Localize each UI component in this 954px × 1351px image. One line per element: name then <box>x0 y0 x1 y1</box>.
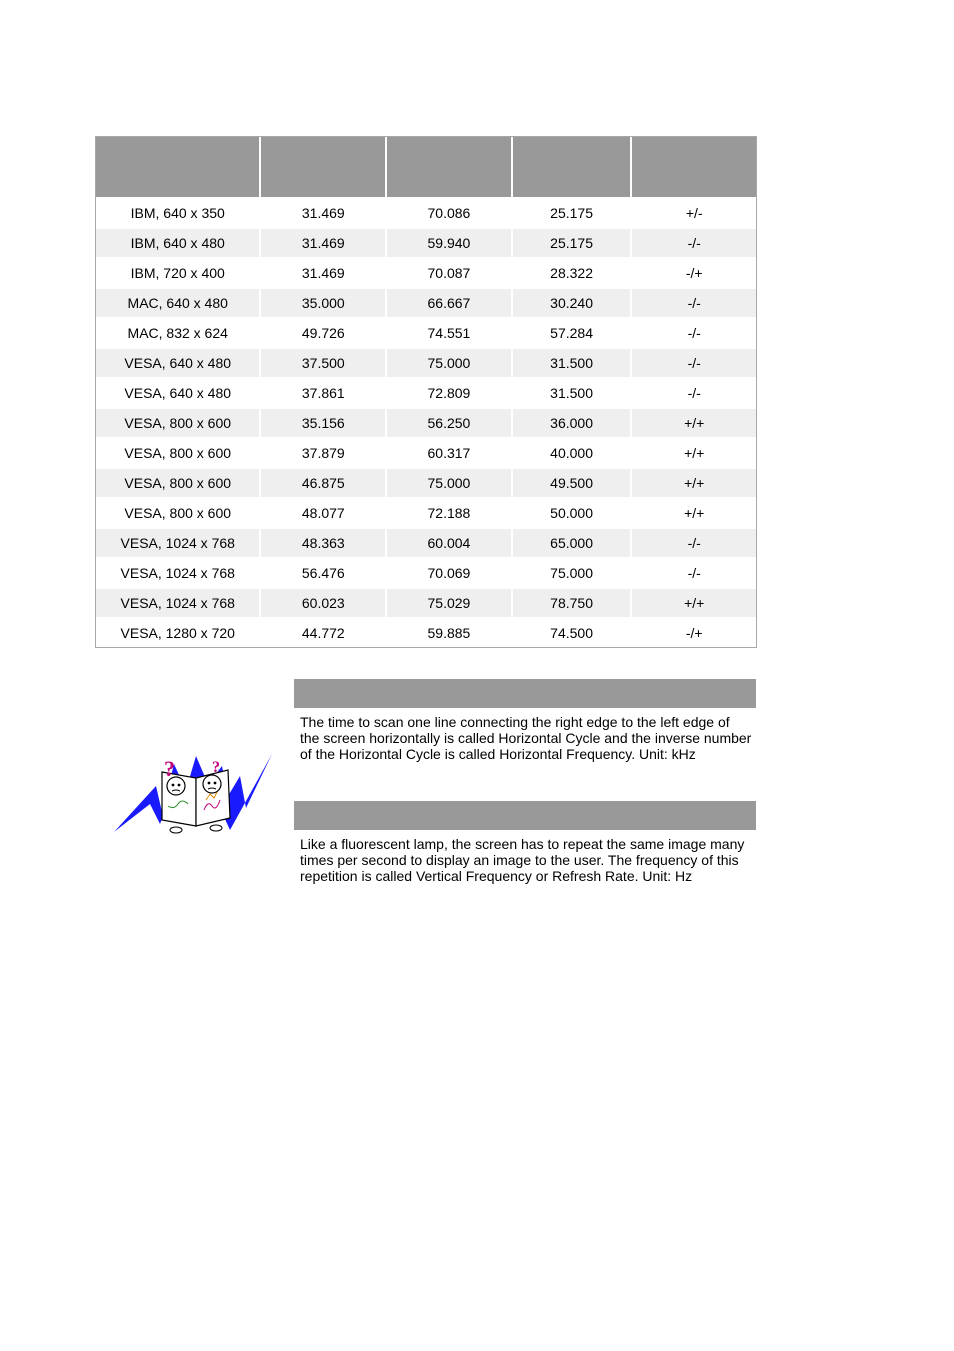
horizontal-frequency-cell: 37.500 <box>261 349 387 379</box>
sync-polarity-cell: +/+ <box>632 469 756 499</box>
sync-polarity-cell: -/- <box>632 559 756 589</box>
horizontal-frequency-cell: 31.469 <box>261 259 387 289</box>
sync-polarity-cell: -/+ <box>632 259 756 289</box>
horizontal-frequency-cell: 60.023 <box>261 589 387 619</box>
display-mode-cell: VESA, 800 x 600 <box>96 469 261 499</box>
sync-polarity-cell: +/- <box>632 199 756 229</box>
horizontal-frequency-cell: 31.469 <box>261 199 387 229</box>
vertical-frequency-cell: 75.000 <box>387 349 513 379</box>
sync-polarity-cell: -/- <box>632 529 756 559</box>
table-row <box>96 289 756 319</box>
pixel-clock-cell: 49.500 <box>513 469 633 499</box>
pixel-clock-cell: 31.500 <box>513 379 633 409</box>
display-mode-cell: VESA, 1024 x 768 <box>96 589 261 619</box>
pixel-clock-cell: 40.000 <box>513 439 633 469</box>
table-row <box>96 199 756 229</box>
table-row <box>96 259 756 289</box>
vertical-frequency-cell: 66.667 <box>387 289 513 319</box>
display-mode-cell: VESA, 1024 x 768 <box>96 529 261 559</box>
display-mode-cell: IBM, 640 x 480 <box>96 229 261 259</box>
pixel-clock-cell: 28.322 <box>513 259 633 289</box>
display-modes-table <box>95 136 757 648</box>
header-cell-pixel-clock <box>513 137 633 199</box>
table-row <box>96 229 756 259</box>
display-mode-cell: VESA, 1024 x 768 <box>96 559 261 589</box>
sync-polarity-cell: +/+ <box>632 409 756 439</box>
vertical-frequency-cell: 70.087 <box>387 259 513 289</box>
table-row <box>96 559 756 589</box>
pixel-clock-cell: 25.175 <box>513 229 633 259</box>
pixel-clock-cell: 50.000 <box>513 499 633 529</box>
vertical-frequency-cell: 74.551 <box>387 319 513 349</box>
horizontal-frequency-cell: 48.077 <box>261 499 387 529</box>
display-mode-cell: MAC, 640 x 480 <box>96 289 261 319</box>
horizontal-frequency-header-bar <box>294 679 756 708</box>
pixel-clock-cell: 57.284 <box>513 319 633 349</box>
horizontal-frequency-cell: 46.875 <box>261 469 387 499</box>
sync-polarity-cell: +/+ <box>632 439 756 469</box>
vertical-frequency-cell: 72.809 <box>387 379 513 409</box>
pixel-clock-cell: 75.000 <box>513 559 633 589</box>
table-row <box>96 499 756 529</box>
display-mode-cell: VESA, 800 x 600 <box>96 499 261 529</box>
display-mode-cell: VESA, 1280 x 720 <box>96 619 261 647</box>
table-row <box>96 529 756 559</box>
table-row <box>96 439 756 469</box>
vertical-frequency-cell: 75.000 <box>387 469 513 499</box>
pixel-clock-cell: 78.750 <box>513 589 633 619</box>
horizontal-frequency-cell: 35.000 <box>261 289 387 319</box>
horizontal-frequency-cell: 37.861 <box>261 379 387 409</box>
sync-polarity-cell: -/- <box>632 379 756 409</box>
sync-polarity-cell: -/- <box>632 289 756 319</box>
table-body <box>96 199 756 647</box>
sync-polarity-cell: -/+ <box>685 625 703 641</box>
pixel-clock-cell: 30.240 <box>513 289 633 319</box>
display-mode-cell: VESA, 640 x 480 <box>96 349 261 379</box>
vertical-frequency-cell: 60.004 <box>387 529 513 559</box>
pixel-clock-cell: 25.175 <box>513 199 633 229</box>
vertical-frequency-cell: 56.250 <box>387 409 513 439</box>
pixel-clock-cell: 36.000 <box>513 409 633 439</box>
horizontal-frequency-description: The time to scan one line connecting the right edge to the left edge of the screen horizontally is called Horizontal Cycle and the inverse number of the Horizontal Cycle is called Horizontal Frequency. Unit: kHz <box>300 714 752 762</box>
horizontal-frequency-cell: 37.879 <box>261 439 387 469</box>
header-cell-vertical-frequency <box>387 137 513 199</box>
sync-polarity-cell: -/- <box>632 229 756 259</box>
horizontal-frequency-cell: 56.476 <box>261 559 387 589</box>
display-mode-cell: IBM, 720 x 400 <box>96 259 261 289</box>
confused-characters-reading-book-icon <box>112 750 276 836</box>
horizontal-frequency-cell: 48.363 <box>261 529 387 559</box>
horizontal-frequency-cell: 49.726 <box>261 319 387 349</box>
header-cell-sync-polarity <box>632 137 756 199</box>
horizontal-frequency-cell: 31.469 <box>261 229 387 259</box>
pixel-clock-cell: 31.500 <box>513 349 633 379</box>
table-row <box>96 619 756 647</box>
table-row <box>96 589 756 619</box>
vertical-frequency-cell: 59.885 <box>387 619 513 647</box>
vertical-frequency-cell: 59.940 <box>387 229 513 259</box>
display-mode-cell: VESA, 640 x 480 <box>96 379 261 409</box>
display-mode-cell: IBM, 640 x 350 <box>96 199 261 229</box>
table-row <box>96 469 756 499</box>
display-mode-cell: MAC, 832 x 624 <box>96 319 261 349</box>
table-header-row <box>96 137 756 199</box>
sync-polarity-cell: +/+ <box>632 499 756 529</box>
svg-text:?: ? <box>212 759 220 776</box>
pixel-clock-cell: 65.000 <box>513 529 633 559</box>
header-cell-display-mode <box>96 137 261 199</box>
display-mode-cell: VESA, 800 x 600 <box>96 439 261 469</box>
table-row <box>96 409 756 439</box>
header-cell-horizontal-frequency <box>261 137 387 199</box>
vertical-frequency-description: Like a fluorescent lamp, the screen has to repeat the same image many times per second to display an image to the user. The frequency of this repetition is called Vertical Frequency or Refresh Rate. Unit: Hz <box>300 836 745 884</box>
table-row <box>96 319 756 349</box>
vertical-frequency-cell: 70.086 <box>387 199 513 229</box>
vertical-frequency-cell: 75.029 <box>387 589 513 619</box>
horizontal-frequency-cell: 44.772 <box>261 619 387 647</box>
vertical-frequency-header-bar <box>294 801 756 830</box>
sync-polarity-cell: +/+ <box>632 589 756 619</box>
table-row <box>96 379 756 409</box>
display-mode-cell: VESA, 800 x 600 <box>96 409 261 439</box>
vertical-frequency-cell: 72.188 <box>387 499 513 529</box>
pixel-clock-cell: 74.500 <box>513 619 633 647</box>
sync-polarity-cell: -/- <box>632 349 756 379</box>
horizontal-frequency-cell: 35.156 <box>261 409 387 439</box>
vertical-frequency-cell: 60.317 <box>387 439 513 469</box>
sync-polarity-cell: -/- <box>632 319 756 349</box>
svg-text:?: ? <box>164 756 175 781</box>
table-row <box>96 349 756 379</box>
vertical-frequency-cell: 70.069 <box>387 559 513 589</box>
